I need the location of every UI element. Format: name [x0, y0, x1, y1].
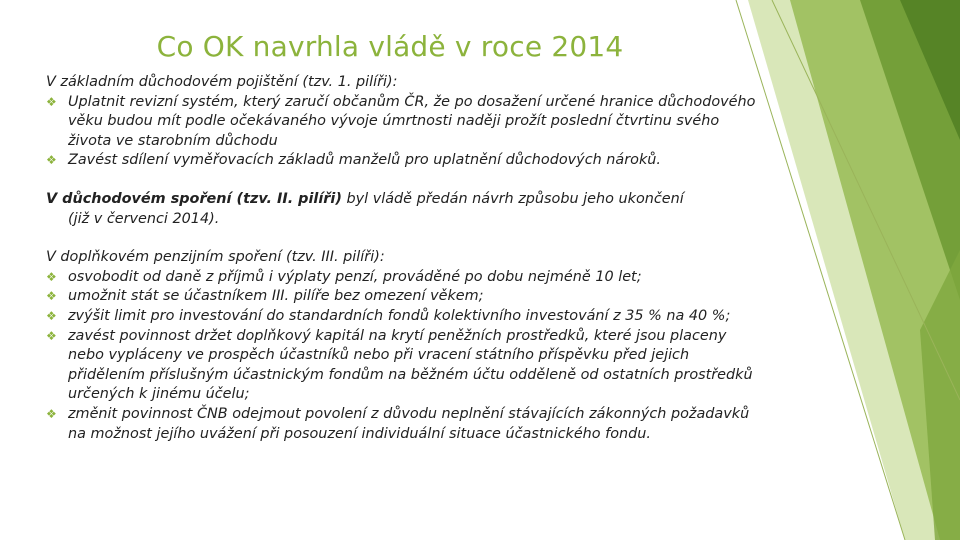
- diamond-bullet-icon: ❖: [46, 269, 57, 284]
- section-heading-continuation: (již v červenci 2014).: [68, 210, 220, 227]
- diamond-bullet-icon: ❖: [46, 308, 57, 323]
- list-item: [46, 307, 762, 327]
- slide-title: Co OK navrhla vládě v roce 2014: [156, 30, 624, 63]
- section-heading-rest: byl vládě předán návrh způsobu jeho ukončení: [341, 190, 684, 207]
- section-heading: V základním důchodovém pojištění (tzv. 1. pilíři):: [46, 74, 398, 90]
- list-item: [46, 93, 762, 152]
- section-heading-bold: V důchodovém spoření (tzv. II. pilíři): [46, 190, 342, 207]
- diamond-bullet-icon: ❖: [46, 328, 57, 343]
- section-second-pillar: [46, 190, 762, 229]
- diamond-bullet-icon: ❖: [46, 406, 57, 421]
- list-item: [46, 327, 762, 405]
- list-item: [46, 151, 762, 171]
- slide-content: [46, 73, 762, 463]
- list-item-text: Zavést sdílení vyměřovacích základů manželů pro uplatnění důchodových nároků.: [68, 152, 661, 169]
- list-item: [46, 287, 762, 307]
- list-item-text: zavést povinnost držet doplňkový kapitál na krytí peněžních prostředků, které jsou placeny nebo vypláceny ve prospěch účastníků nebo při vracení státního příspěvku před jejich přidělením příslušným účastnickým fondům na běžném účtu odděleně od ostatních prostředků určených k jinému účelu;: [68, 327, 753, 403]
- list-item-text: Uplatnit revizní systém, který zaručí občanům ČR, že po dosažení určené hranice důchodového věku budou mít podle očekávaného vývoje úmrtnosti naději prožít poslední čtvrtinu svého života ve starobním důchodu: [68, 93, 756, 149]
- diamond-bullet-icon: ❖: [46, 94, 57, 109]
- list-item-text: umožnit stát se účastníkem III. pilíře bez omezení věkem;: [68, 288, 484, 305]
- diamond-bullet-icon: ❖: [46, 289, 57, 304]
- section-heading: V doplňkovém penzijním spoření (tzv. III. pilíři):: [46, 249, 385, 266]
- section-third-pillar: [46, 248, 762, 444]
- list-item-text: osvobodit od daně z příjmů i výplaty penzí, prováděné po dobu nejméně 10 let;: [68, 268, 642, 285]
- list-item: [46, 405, 762, 444]
- list-item-text: změnit povinnost ČNB odejmout povolení z důvodu neplnění stávajících zákonných požadavků na možnost jejího uvážení při posouzení individuální situace účastnického fondu.: [68, 405, 750, 442]
- list-item: [46, 268, 762, 288]
- section-heading: [46, 190, 762, 210]
- diamond-bullet-icon: ❖: [46, 153, 57, 168]
- list-item-text: zvýšit limit pro investování do standardních fondů kolektivního investování z 35 % na 40 %;: [68, 307, 731, 324]
- section-first-pillar: [46, 73, 762, 171]
